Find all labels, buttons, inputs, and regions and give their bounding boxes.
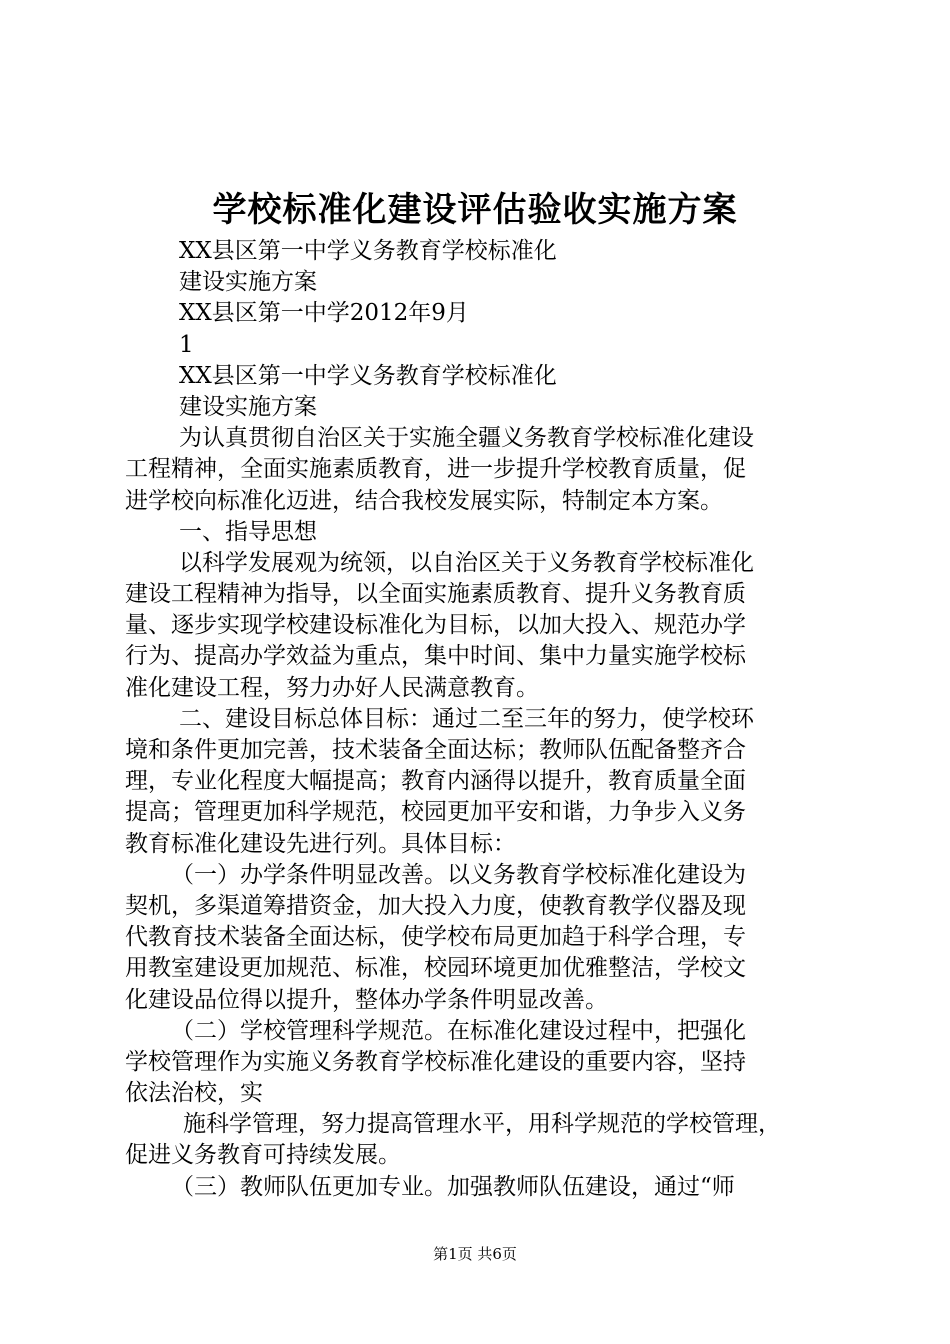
text-line: （一）办学条件明显改善。以义务教育学校标准化建设为 [171,861,746,888]
text-line: 行为、提高办学效益为重点，集中时间、集中力量实施学校标 [125,643,746,670]
text-line: 依法治校，实 [125,1080,263,1107]
text-line: （三）教师队伍更加专业。加强教师队伍建设，通过“师 [171,1173,735,1200]
text-line: 促进义务教育可持续发展。 [125,1142,401,1169]
document-title: 学校标准化建设评估验收实施方案 [212,190,738,230]
text-line: 化建设品位得以提升，整体办学条件明显改善。 [125,986,608,1013]
text-line: 境和条件更加完善，技术装备全面达标；教师队伍配备整齐合 [125,737,746,763]
text-line: 以科学发展观为统领，以自治区关于义务教育学校标准化 [179,549,754,576]
text-line: 准化建设工程，努力办好人民满意教育。 [125,674,539,701]
text-line: 提高；管理更加科学规范，校园更加平安和谐，力争步入义务 [125,799,746,826]
text-line: 进学校向标准化迈进，结合我校发展实际，特制定本方案。 [125,487,723,514]
text-line: 教育标准化建设先进行列。具体目标： [125,830,516,857]
text-line: 理，专业化程度大幅提高；教育内涵得以提升，教育质量全面 [125,768,746,795]
page-footer: 第1页 共6页 [433,1245,517,1263]
text-line: 契机，多渠道筹措资金，加大投入力度，使教育教学仪器及现 [125,892,746,919]
text-line: 学校管理作为实施义务教育学校标准化建设的重要内容，坚持 [125,1048,746,1075]
text-line: XX县区第一中学义务教育学校标准化 [179,238,557,264]
document-body [125,236,835,1203]
text-line: 1 [179,331,194,358]
text-line: 建设实施方案 [179,269,317,296]
text-line: 工程精神，全面实施素质教育，进一步提升学校教育质量，促 [125,456,746,483]
text-line: 用教室建设更加规范、标准，校园环境更加优雅整洁，学校文 [125,955,746,982]
text-line: 量、逐步实现学校建设标准化为目标，以加大投入、规范办学 [125,612,746,639]
text-line: （二）学校管理科学规范。在标准化建设过程中，把强化 [171,1017,746,1044]
text-line: 建设实施方案 [179,393,317,420]
section-heading: 二、建设目标总体目标：通过二至三年的努力，使学校环 [179,705,754,732]
text-line: 代教育技术装备全面达标，使学校布局更加趋于科学合理，专 [125,924,746,951]
text-line: 为认真贯彻自治区关于实施全疆义务教育学校标准化建设 [179,425,754,452]
text-line: 施科学管理，努力提高管理水平，用科学规范的学校管理， [183,1111,781,1138]
section-heading: 一、指导思想 [179,518,317,545]
text-line: 建设工程精神为指导，以全面实施素质教育、提升义务教育质 [125,581,746,608]
text-line: XX县区第一中学2012年9月 [179,300,469,327]
text-line: XX县区第一中学义务教育学校标准化 [179,362,557,389]
